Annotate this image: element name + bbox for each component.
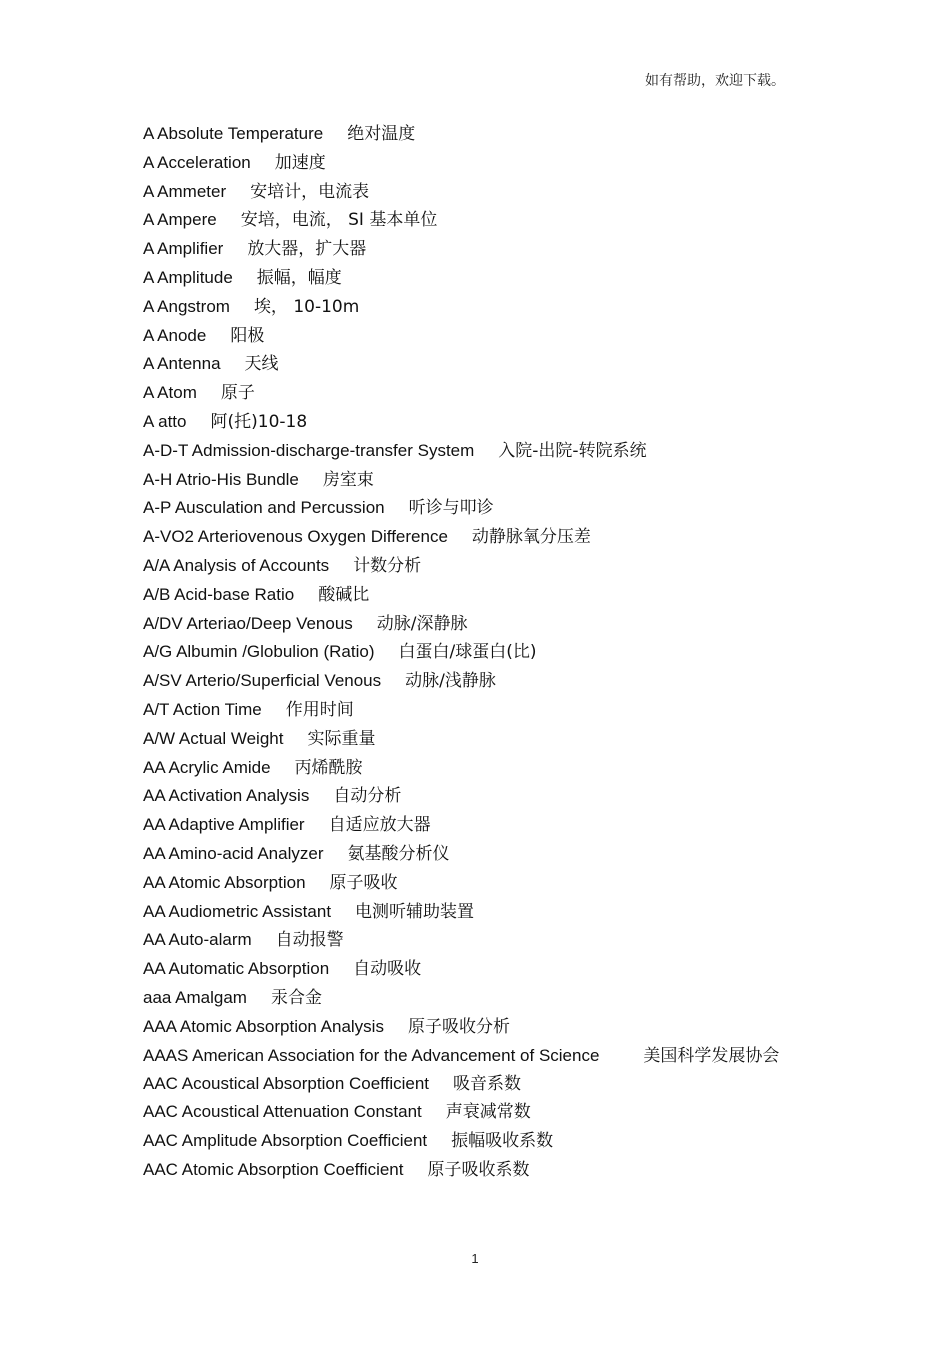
entry-meaning: 房室束 xyxy=(322,469,374,490)
entry-term: AAAS American Association for the Advancement of Science xyxy=(143,1045,600,1065)
glossary-entry xyxy=(143,869,808,898)
entry-meaning: 丙烯酰胺 xyxy=(294,757,363,778)
entry-meaning: 自动分析 xyxy=(333,786,402,807)
entry-term: A-H Atrio-His Bundle xyxy=(143,469,299,489)
entry-term: A Acceleration xyxy=(143,152,251,172)
entry-meaning: 美国科学发展协会 xyxy=(643,1045,780,1066)
entry-term: A/T Action Time xyxy=(143,699,262,719)
entry-meaning: 动静脉氧分压差 xyxy=(471,527,591,548)
entry-term: AA Atomic Absorption xyxy=(143,872,306,892)
page-number: 1 xyxy=(471,1251,479,1266)
entry-meaning: 计数分析 xyxy=(353,555,422,576)
entry-meaning: 振幅吸收系数 xyxy=(451,1131,554,1152)
entry-meaning: 安培，电流， SI 基本单位 xyxy=(240,210,438,231)
entry-meaning: 放大器，扩大器 xyxy=(247,239,367,260)
entry-meaning: 原子吸收系数 xyxy=(427,1159,530,1180)
entry-term: A Ammeter xyxy=(143,181,227,201)
glossary-entry xyxy=(143,782,808,811)
entry-term: AA Adaptive Amplifier xyxy=(143,815,305,835)
entry-meaning: 电测听辅助装置 xyxy=(355,901,475,922)
glossary-entry xyxy=(143,725,808,754)
entry-meaning: 阳极 xyxy=(230,325,265,346)
entry-term: AA Audiometric Assistant xyxy=(143,901,332,921)
glossary-entry xyxy=(143,840,808,869)
glossary-entry xyxy=(143,1070,808,1099)
entry-term: AA Acrylic Amide xyxy=(143,757,271,777)
entry-meaning: 绝对温度 xyxy=(347,124,416,144)
glossary-entry xyxy=(143,264,808,293)
glossary-entry xyxy=(143,293,808,322)
entry-meaning: 入院-出院-转院系统 xyxy=(498,440,647,461)
entry-term: AAC Acoustical Absorption Coefficient xyxy=(143,1073,430,1093)
entry-meaning: 实际重量 xyxy=(307,728,376,749)
entry-term: A-P Ausculation and Percussion xyxy=(143,498,385,518)
glossary-entry xyxy=(143,1156,808,1185)
entry-term: AAC Atomic Absorption Coefficient xyxy=(143,1159,404,1179)
entry-meaning: 声衰减常数 xyxy=(445,1102,531,1123)
entry-meaning: 自动吸收 xyxy=(353,959,422,980)
entry-meaning: 动脉/浅静脉 xyxy=(405,671,496,692)
entry-term: A/DV Arteriao/Deep Venous xyxy=(143,613,353,633)
entry-term: A Absolute Temperature xyxy=(143,124,324,143)
glossary-entry xyxy=(143,408,808,437)
entry-meaning: 动脉/深静脉 xyxy=(376,613,468,634)
entry-term: A/A Analysis of Accounts xyxy=(143,555,330,575)
entry-term: A atto xyxy=(143,411,187,431)
entry-meaning: 振幅，幅度 xyxy=(256,267,342,288)
entry-term: AA Activation Analysis xyxy=(143,786,310,806)
glossary-entry xyxy=(143,350,808,379)
glossary-entry xyxy=(143,955,808,984)
entry-term: A Ampere xyxy=(143,210,217,230)
entry-term: A/SV Arterio/Superficial Venous xyxy=(143,671,382,691)
entry-meaning: 白蛋白/球蛋白(比) xyxy=(398,642,537,663)
entry-term: A-D-T Admission-discharge-transfer System xyxy=(143,440,475,460)
glossary-entry xyxy=(143,754,808,783)
entry-term: A Anode xyxy=(143,325,207,345)
glossary-entry xyxy=(143,235,808,264)
entry-term: A Antenna xyxy=(143,354,221,374)
glossary-entry xyxy=(143,437,808,466)
entry-term: AA Auto-alarm xyxy=(143,930,252,950)
entry-meaning: 原子吸收 xyxy=(329,872,398,893)
entry-term: A/W Actual Weight xyxy=(143,728,284,748)
entry-term: AAA Atomic Absorption Analysis xyxy=(143,1016,384,1036)
entry-meaning: 安培计，电流表 xyxy=(250,181,370,202)
entry-term: A-VO2 Arteriovenous Oxygen Difference xyxy=(143,527,448,547)
entry-meaning: 听诊与叩诊 xyxy=(408,498,494,519)
entry-meaning: 作用时间 xyxy=(285,699,354,720)
glossary-entry xyxy=(143,984,808,1013)
glossary-entry xyxy=(143,466,808,495)
entry-term: AA Amino-acid Analyzer xyxy=(143,843,324,863)
glossary-entry xyxy=(143,926,808,955)
entry-term: AAC Acoustical Attenuation Constant xyxy=(143,1102,422,1122)
entry-meaning: 吸音系数 xyxy=(453,1073,522,1094)
entry-term: A/B Acid-base Ratio xyxy=(143,584,295,604)
glossary-entry xyxy=(143,811,808,840)
entry-meaning: 氨基酸分析仪 xyxy=(347,843,450,864)
entry-term: A Amplifier xyxy=(143,239,224,259)
entry-meaning: 汞合金 xyxy=(270,987,322,1008)
glossary-entry xyxy=(143,1127,808,1156)
glossary-entry xyxy=(143,610,808,639)
entry-term: aaa Amalgam xyxy=(143,987,247,1007)
glossary-entry xyxy=(143,149,808,178)
glossary-entry xyxy=(143,581,808,610)
entry-meaning: 加速度 xyxy=(274,152,326,173)
entry-term: A Angstrom xyxy=(143,296,230,316)
glossary-entry xyxy=(143,206,808,235)
glossary-entry xyxy=(143,638,808,667)
entry-meaning: 阿(托)10-18 xyxy=(210,411,308,432)
entry-term: AAC Amplitude Absorption Coefficient xyxy=(143,1131,428,1151)
glossary-entry xyxy=(143,667,808,696)
entry-meaning: 埃， 10-10m xyxy=(253,296,360,317)
glossary-entry xyxy=(143,1013,808,1042)
glossary-entry xyxy=(143,379,808,408)
entry-term: A Amplitude xyxy=(143,267,233,287)
entry-term: A Atom xyxy=(143,383,197,403)
entry-meaning: 自适应放大器 xyxy=(328,815,431,836)
entry-term: A/G Albumin /Globulion (Ratio) xyxy=(143,642,375,662)
entry-meaning: 原子 xyxy=(220,383,255,404)
glossary-entry xyxy=(143,494,808,523)
entry-meaning: 自动报警 xyxy=(275,930,344,951)
glossary-entry xyxy=(143,1042,808,1070)
entry-meaning: 酸碱比 xyxy=(318,584,370,605)
glossary-entry xyxy=(143,898,808,927)
glossary-list xyxy=(143,120,808,1185)
glossary-entry xyxy=(143,552,808,581)
glossary-entry xyxy=(143,322,808,351)
header-note: 如有帮助，欢迎下载。 xyxy=(645,73,785,89)
glossary-entry xyxy=(143,178,808,207)
entry-term: AA Automatic Absorption xyxy=(143,959,330,979)
glossary-entry xyxy=(143,523,808,552)
entry-meaning: 原子吸收分析 xyxy=(407,1016,510,1037)
glossary-entry xyxy=(143,696,808,725)
entry-meaning: 天线 xyxy=(244,354,279,375)
glossary-entry xyxy=(143,1098,808,1127)
glossary-entry xyxy=(143,120,808,149)
